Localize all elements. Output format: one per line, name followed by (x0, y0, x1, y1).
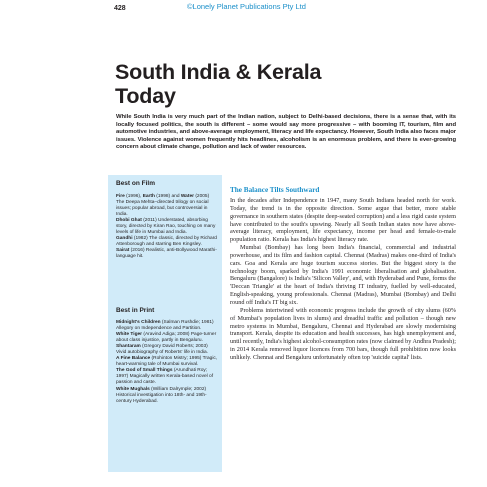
best-on-film-heading: Best on Film (116, 180, 156, 187)
film-list (116, 194, 218, 261)
section-heading: The Balance Tilts Southward (230, 186, 320, 194)
body-paragraph: Mumbai (Bombay) has long been India's financial, commercial and industrial powerhouse, and its film and fashion capital. Chennai (Madras) makes one-third of India's cars. Goa and Kerala are huge tourism success stories. But the biggest story is the technology boom, sparked by India's 1991 economic liberalisation and globalisation. Bengaluru (Bangalore) is India's 'Silicon Valley', and, with Hyderabad and Pune, forms the 'Deccan Triangle' at the heart of India's thriving IT industry, fuelled by well-educated, English-speaking, young professionals. Chennai (Madras), Mumbai (Bombay) and Delhi round off India's IT big six. (230, 244, 456, 306)
best-in-print-heading: Best in Print (116, 307, 155, 314)
page-title (115, 60, 455, 108)
title-line-1: South India & Kerala (115, 60, 322, 84)
print-item: Midnight's Children (Salman Rushdie; 1981) Allegory on Independence and Partition. (116, 320, 214, 332)
print-item: The God of Small Things (Arundhati Roy; 1997) Magically written Kerala-based novel of passion and caste. (116, 368, 214, 386)
print-item: White Mughals (William Dalrymple; 2002) Historical investigation into 18th- and 19th-century Hyderabad. (116, 386, 207, 404)
film-item: Gandhi (1982) The classic, directed by Richard Attenborough and starring Ben Kingsley. (116, 236, 217, 248)
print-list (116, 320, 218, 405)
body-paragraph: In the decades after Independence in 1947, many South Indians headed north for work. Today, the trend is in the opposite direction. Some argue that better, more stable governance in southern states (despite deep-seated corruption) and a less rigid caste system have contributed to the south's upswing. Nearly all South Indian states now have above-average literacy, employment, life expectancy, income per head and female-to-male population ratio. Kerala has India's highest literacy rate. (230, 197, 456, 244)
print-item: A Fine Balance (Rohinton Mistry; 1995) Tragic, heart-warming tale of Mumbai survival. (116, 356, 218, 368)
title-line-2: Today (115, 84, 176, 108)
film-item: Sairat (2016) Realistic, anti-Bollywood Marathi-language hit. (116, 248, 217, 260)
body-paragraph: Problems intertwined with economic progress include the growth of city slums (60% of Mumbai's population lives in slums) and dreadful traffic and pollution – though new metro systems in Mumbai, Bengaluru, Chennai and Hyderabad are slowly modernising transport. Kerala, despite its education and health successes, has high unemployment and, until recently, India's highest alcohol-consumption rates (now claimed by Andhra Pradesh); in 2014 Kerala removed liquor licences from 700 bars, though full prohibition now looks unlikely. Chennai and Bengaluru unfortunately often top 'suicide capital' lists. (230, 306, 456, 361)
main-column (230, 186, 456, 362)
copyright-notice: ©Lonely Planet Publications Pty Ltd (187, 2, 306, 11)
film-item: Dhobi Ghat (2011) Understated, absorbing story, directed by Kiran Rao, touching on many levels of life in Mumbai and India. (116, 218, 216, 236)
page-number: 428 (114, 5, 126, 12)
print-item: White Tiger (Aravind Adiga; 2008) Page-turner about class injustice, partly in Bengaluru. (116, 332, 217, 344)
print-item: Shantaram (Gregory David Roberts; 2003) Vivid autobiography of Roberts' life in India. (116, 344, 209, 356)
film-item: Fire (1996), Earth (1998) and Water (2005) The Deepa Mehta–directed trilogy on social issues; popular abroad, but controversial in India. (116, 194, 210, 218)
intro-paragraph: While South India is very much part of the Indian nation, subject to Delhi-based decisions, there is a sense that, with its locally focused politics, the south is different – some would say more progressive – with booming IT, tourism, film and automotive industries, and above-average employment, literacy and life expectancy. However, South India also faces major issues. Violence against women frequently hits headlines, alcoholism is an enormous problem, and there is ever-growing concern about climate change, pollution and lack of water resources. (116, 114, 456, 151)
